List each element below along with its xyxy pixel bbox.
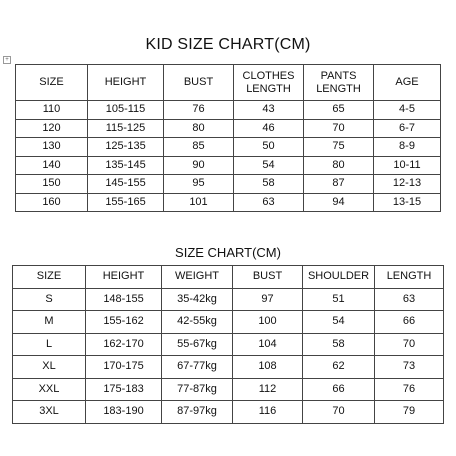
table-cell: 80 [164,119,234,138]
table-cell: 58 [303,333,375,356]
table-cell: 70 [304,119,374,138]
table-cell: 87 [304,175,374,194]
move-handle-icon: + [3,56,11,64]
table-row [16,175,441,194]
table-cell: XXL [13,378,86,401]
table-cell: 63 [375,288,444,311]
header-cell: BUST [233,266,303,289]
table-cell: XL [13,356,86,379]
table-cell: 150 [16,175,88,194]
table-cell: 65 [304,101,374,120]
table-cell: 85 [164,138,234,157]
table-cell: 50 [234,138,304,157]
table-cell: 54 [234,156,304,175]
size-chart-title: SIZE CHART(CM) [175,245,281,260]
header-cell [16,65,88,101]
table-cell: 46 [234,119,304,138]
table-cell: 120 [16,119,88,138]
table-header-row [13,266,444,289]
table-header-row [16,65,441,101]
table-cell: 94 [304,193,374,212]
table-cell: 110 [16,101,88,120]
table-cell: 155-165 [88,193,164,212]
table-row [16,119,441,138]
header-label: PANTS [320,69,357,82]
table-row [13,333,444,356]
table-row [16,193,441,212]
table-cell: 13-15 [374,193,441,212]
table-cell: 6-7 [374,119,441,138]
table-cell: 104 [233,333,303,356]
table-cell: 87-97kg [162,401,233,424]
table-row [16,138,441,157]
table-row [16,156,441,175]
table-row [13,311,444,334]
table-cell: 97 [233,288,303,311]
table-cell: 75 [304,138,374,157]
header-label: BUST [183,76,214,88]
table-cell: 62 [303,356,375,379]
header-cell [374,65,441,101]
table-cell: 101 [164,193,234,212]
table-cell: 160 [16,193,88,212]
table-cell: 175-183 [86,378,162,401]
table-cell: S [13,288,86,311]
header-cell [88,65,164,101]
header-cell: SHOULDER [303,266,375,289]
table-cell: 54 [303,311,375,334]
table-cell: 55-67kg [162,333,233,356]
table-cell: 76 [164,101,234,120]
table-row [13,401,444,424]
header-label: AGE [395,76,419,88]
header-cell: SIZE [13,266,86,289]
table-cell: 130 [16,138,88,157]
header-label: SIZE [39,76,64,88]
kid-size-table [15,64,441,212]
table-cell: 43 [234,101,304,120]
table-cell: 135-145 [88,156,164,175]
table-cell: 183-190 [86,401,162,424]
table-cell: 116 [233,401,303,424]
header-label: CLOTHES [242,69,295,82]
table-cell: 70 [303,401,375,424]
header-label: LENGTH [316,82,361,95]
table-cell: 95 [164,175,234,194]
table-cell: 140 [16,156,88,175]
table-row [13,356,444,379]
table-cell: 4-5 [374,101,441,120]
table-cell: 148-155 [86,288,162,311]
table-cell: 100 [233,311,303,334]
table-cell: 162-170 [86,333,162,356]
table-cell: 35-42kg [162,288,233,311]
header-cell: WEIGHT [162,266,233,289]
table-cell: 145-155 [88,175,164,194]
table-cell: L [13,333,86,356]
table-cell: 70 [375,333,444,356]
table-cell: 58 [234,175,304,194]
table-cell: 155-162 [86,311,162,334]
table-row [13,288,444,311]
table-cell: 3XL [13,401,86,424]
table-cell: 51 [303,288,375,311]
header-cell [164,65,234,101]
table-cell: 10-11 [374,156,441,175]
table-cell: 125-135 [88,138,164,157]
header-cell [234,65,304,101]
table-cell: 8-9 [374,138,441,157]
header-label: HEIGHT [104,76,147,88]
header-cell: LENGTH [375,266,444,289]
table-row [13,378,444,401]
table-cell: 66 [303,378,375,401]
adult-size-table [12,265,444,424]
table-row [16,101,441,120]
table-cell: 42-55kg [162,311,233,334]
table-cell: 79 [375,401,444,424]
table-cell: 76 [375,378,444,401]
table-cell: 170-175 [86,356,162,379]
table-cell: 115-125 [88,119,164,138]
table-cell: 12-13 [374,175,441,194]
table-cell: 73 [375,356,444,379]
table-cell: 108 [233,356,303,379]
header-cell [304,65,374,101]
header-label: LENGTH [246,82,291,95]
kid-size-chart-title: KID SIZE CHART(CM) [145,36,311,53]
table-cell: 112 [233,378,303,401]
table-cell: 67-77kg [162,356,233,379]
table-cell: 66 [375,311,444,334]
table-cell: 63 [234,193,304,212]
table-cell: 105-115 [88,101,164,120]
table-cell: 90 [164,156,234,175]
table-cell: M [13,311,86,334]
table-cell: 77-87kg [162,378,233,401]
table-cell: 80 [304,156,374,175]
header-cell: HEIGHT [86,266,162,289]
